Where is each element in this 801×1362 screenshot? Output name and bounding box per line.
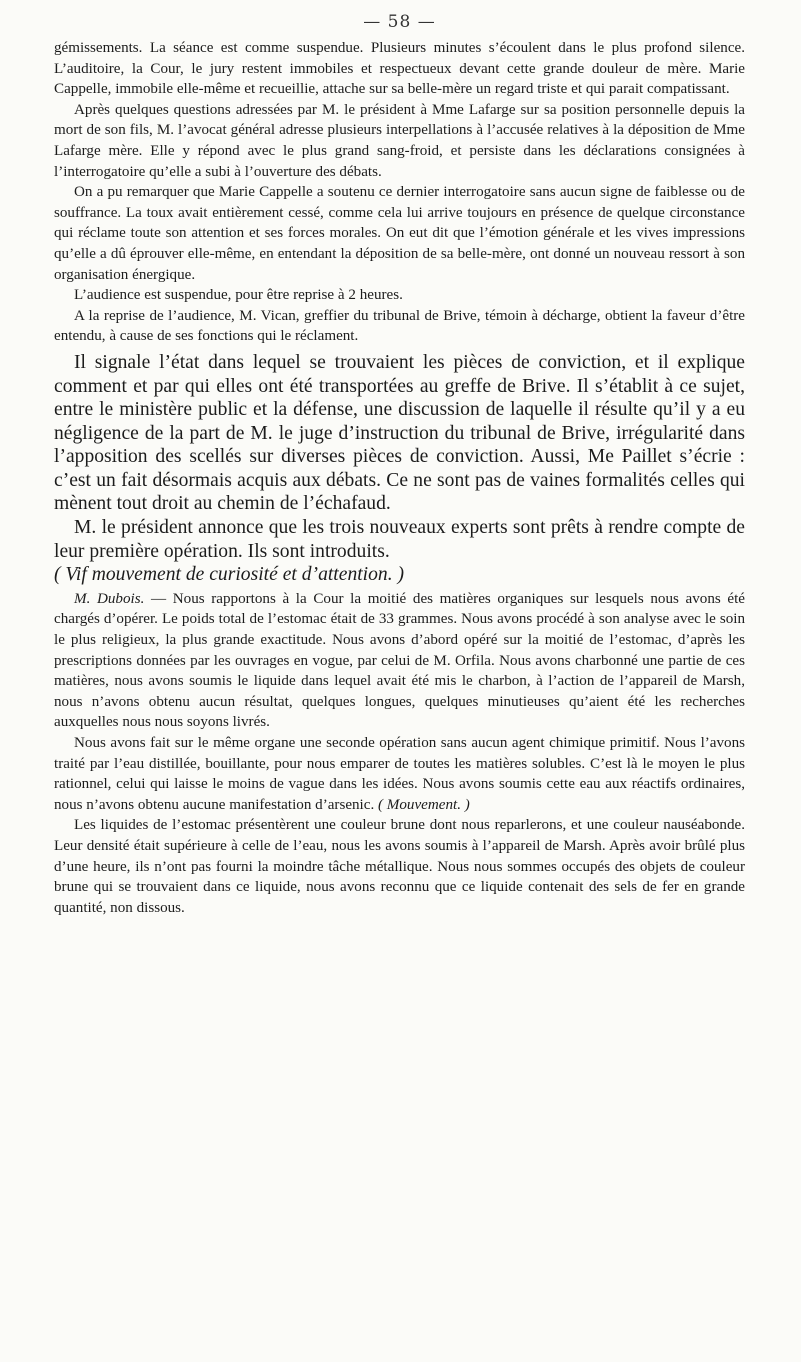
second-operation-text: Nous avons fait sur le même organe une seconde opération sans aucun agent chimique primitif. Nous l’avons traité par l’eau distillée, bouillante, pour nous emparer de toutes les matières solubles. C’est là le moyen le plus rationnel, celui qui laisse le moins de vague dans les idées. Nous avons soumis cette eau aux réactifs ordinaires, nous n’avons obtenu aucune manifestation d’arsenic. xyxy=(54,735,745,813)
paragraph-session-suspended: gémissements. La séance est comme suspendue. Plusieurs minutes s’écoulent dans le plus profond silence. L’auditoire, la Cour, le jury restent immobiles et respectueux devant cette grande douleur de mère. Marie Cappelle, immobile elle-même et recueillie, attache sur sa belle-mère un regard triste et qui parait compatissant. xyxy=(54,40,745,98)
paragraph-witness-vican: A la reprise de l’audience, M. Vican, greffier du tribunal de Brive, témoin à décharge, obtient la faveur d’être entendu, à cause de ses fonctions qui le réclament. xyxy=(54,307,745,345)
speaker-name: M. Dubois. xyxy=(74,590,145,607)
paragraph-evidence-discussion: Il signale l’état dans lequel se trouvaient les pièces de conviction, et il explique comment et par qui elles ont été transportées au greffe de Brive. Il s’établit à ce sujet, entre le ministère public et la défense, une discussion de laquelle il résulte qu’il y a eu négligence de la part de M. le juge d’instruction du tribunal de Brive, irrégularité dans l’apposition des scellés sur diverses pièces de conviction. Aussi, Me Paillet s’écrie : c’est un fait désormais acquis aux débats. Ce ne sont pas de vaines formalités celles qui mènent tout droit au chemin de l’échafaud. xyxy=(54,351,745,515)
paragraph-dubois-report xyxy=(54,589,745,733)
movement-note: ( Mouvement. ) xyxy=(378,796,470,813)
paragraph-interrogation-remarks: On a pu remarquer que Marie Cappelle a soutenu ce dernier interrogatoire sans aucun signe de faiblesse ou de souffrance. La toux avait entièrement cessé, comme cela lui arrive toujours en présence de quelque circonstance qui réclame toute son attention et ses forces morales. On eut dit que l’émotion générale et les vives impressions qu’elle a dû éprouver elle-même, en entendant la déposition de sa belle-mère, ont donné un nouveau ressort à son organisation énergique. xyxy=(54,184,745,283)
experts-announcement-text: M. le président annonce que les trois nouveaux experts sont prêts à rendre compte de leur première opération. Ils sont introduits. xyxy=(54,517,745,562)
page-number: — 58 — xyxy=(363,12,436,32)
paragraph-second-operation xyxy=(54,733,745,815)
paragraph-questions-to-accused: Après quelques questions adressées par M. le président à Mme Lafarge sur sa position personnelle depuis la mort de son fils, M. l’avocat général adresse plusieurs interpellations à l’accusée relatives à la déposition de Mme Lafarge mère. Elle y répond avec le plus grand sang-froid, et persiste dans les déclarations consignées à l’interrogatoire qu’elle a subi à l’ouverture des débats. xyxy=(54,101,745,180)
dubois-report-text: — Nous rapportons à la Cour la moitié des matières organiques sur lesquels nous avons été chargés d’opérer. Le poids total de l’estomac était de 33 grammes. Nous avons procédé à son analyse avec le soin le plus religieux, la plus grande exactitude. Nous avons d’abord opéré sur la moitié de l’estomac, d’après les prescriptions données par les ouvrages en vogue, par celui de M. Orfila. Nous avons charbonné une partie de ces matières, nous avons soumis le liquide dans lequel avait été mis le charbon, à l’action de l’appareil de Marsh, nous n’avons obtenu aucun résultat, quelques longues, quelques minutieuses qu’aient été les recherches auxquelles nous nous soyons livrés. xyxy=(54,590,745,731)
paragraph-experts-announced xyxy=(54,516,745,587)
paragraph-stomach-liquids: Les liquides de l’estomac présentèrent une couleur brune dont nous reparlerons, et une couleur nauséabonde. Leur densité était supérieure à celle de l’eau, nous les avons soumis à l’appareil de Marsh. Après avoir brûlé plus d’une heure, ils n’ont pas fourni la moindre tâche métallique. Nous nous sommes occupés des objets de couleur brune qui se trouvaient dans ce liquide, nous avons reconnu que ce liquide contenait des sels de fer en grande quantité, non dissous. xyxy=(54,817,745,916)
paragraph-hearing-suspended: L’audience est suspendue, pour être reprise à 2 heures. xyxy=(74,287,403,304)
audience-reaction-note: ( Vif mouvement de curiosité et d’attention. ) xyxy=(54,564,405,586)
